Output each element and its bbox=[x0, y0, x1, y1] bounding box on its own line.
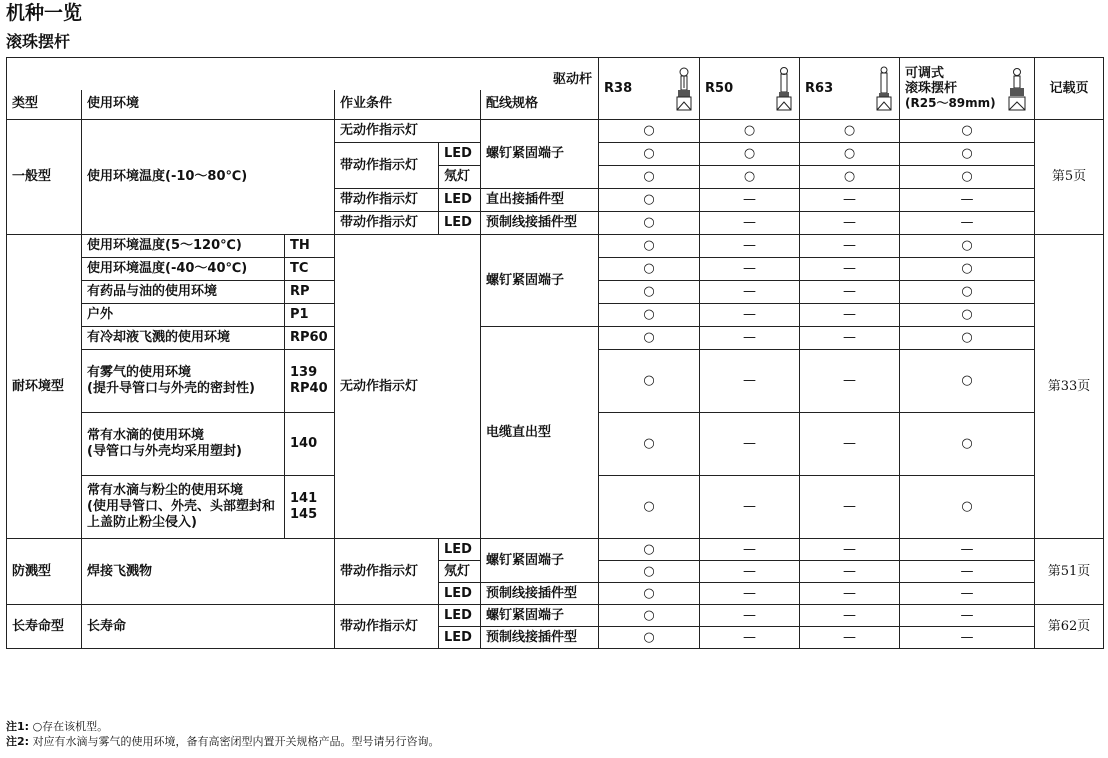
header-condition: 作业条件 bbox=[335, 90, 481, 120]
page-ref: 第5页 bbox=[1035, 120, 1104, 235]
header-environment: 使用环境 bbox=[82, 90, 335, 120]
table-row: LED 预制线接插件型 ○ — — — bbox=[7, 583, 1104, 605]
roller-lever-icon bbox=[774, 66, 794, 112]
header-driver: 驱动杆 bbox=[7, 58, 599, 90]
table-row: 常有水滴与粉尘的使用环境 (使用导管口、外壳、头部塑封和上盖防止粉尘侵入) 141 145 ○ — — ○ bbox=[7, 476, 1104, 539]
table-row: 氖灯 ○ — — — bbox=[7, 561, 1104, 583]
table-row: 使用环境温度(-40～40℃) TC ○ — — ○ bbox=[7, 258, 1104, 281]
table-row: 氖灯 ○ ○ ○ ○ bbox=[7, 166, 1104, 189]
page-subtitle: 滚珠摆杆 bbox=[6, 32, 71, 51]
footnotes bbox=[6, 719, 440, 749]
header-page: 记载页 bbox=[1035, 58, 1104, 120]
header-wiring: 配线规格 bbox=[481, 90, 599, 120]
table-row: 带动作指示灯 LED 直出接插件型 ○ — — — bbox=[7, 189, 1104, 212]
roller-lever-icon bbox=[674, 66, 694, 112]
page-title: 机种一览 bbox=[6, 2, 83, 24]
note-2: 注2: 对应有水滴与雾气的使用环境，备有高密闭型内置开关规格产品。型号请另行咨询。 bbox=[6, 735, 440, 748]
note-1: 注1: ○存在该机型。 bbox=[6, 720, 109, 733]
table-row: 户外 P1 ○ — — ○ bbox=[7, 304, 1104, 327]
table-row: LED 预制线接插件型 ○ — — — bbox=[7, 627, 1104, 649]
table-row: 常有水滴的使用环境 (导管口与外壳均采用塑封) 140 ○ — — ○ bbox=[7, 413, 1104, 476]
table-row: 防溅型 焊接飞溅物 带动作指示灯 LED 螺钉紧固端子 ○ — — — 第51页 bbox=[7, 539, 1104, 561]
table-row: 耐环境型 使用环境温度(5～120℃) TH 无动作指示灯 螺钉紧固端子 ○ — — ○ 第33页 bbox=[7, 235, 1104, 258]
env-general: 使用环境温度(-10～80℃) bbox=[82, 120, 335, 235]
table-row: 有药品与油的使用环境 RP ○ — — ○ bbox=[7, 281, 1104, 304]
page-ref: 第62页 bbox=[1035, 605, 1104, 649]
header-type: 类型 bbox=[7, 90, 82, 120]
type-environment: 耐环境型 bbox=[7, 235, 82, 539]
roller-lever-icon bbox=[874, 66, 894, 112]
model-table bbox=[6, 57, 1104, 649]
type-general: 一般型 bbox=[7, 120, 82, 235]
page-ref: 第33页 bbox=[1035, 235, 1104, 539]
table-row: 一般型 使用环境温度(-10～80℃) 无动作指示灯 螺钉紧固端子 ○ ○ ○ ○ 第5页 bbox=[7, 120, 1104, 143]
table-row: 长寿命型 长寿命 带动作指示灯 LED 螺钉紧固端子 ○ — — — 第62页 bbox=[7, 605, 1104, 627]
header-model-r63: R63 bbox=[800, 58, 900, 120]
type-spatter: 防溅型 bbox=[7, 539, 82, 605]
table-row: 带动作指示灯 LED ○ ○ ○ ○ bbox=[7, 143, 1104, 166]
header-model-adjustable: 可调式 滚珠摆杆 (R25～89mm) bbox=[900, 58, 1035, 120]
header-model-r38: R38 bbox=[599, 58, 700, 120]
page-ref: 第51页 bbox=[1035, 539, 1104, 605]
table-row: 有雾气的使用环境 (提升导管口与外壳的密封性) 139 RP40 ○ — — ○ bbox=[7, 350, 1104, 413]
table-row: 带动作指示灯 LED 预制线接插件型 ○ — — — bbox=[7, 212, 1104, 235]
type-long-life: 长寿命型 bbox=[7, 605, 82, 649]
adjustable-roller-lever-icon bbox=[1005, 66, 1029, 112]
header-model-r50: R50 bbox=[700, 58, 800, 120]
header-row-1 bbox=[7, 58, 1104, 90]
table-row: 有冷却液飞溅的使用环境 RP60 电缆直出型 ○ — — ○ bbox=[7, 327, 1104, 350]
